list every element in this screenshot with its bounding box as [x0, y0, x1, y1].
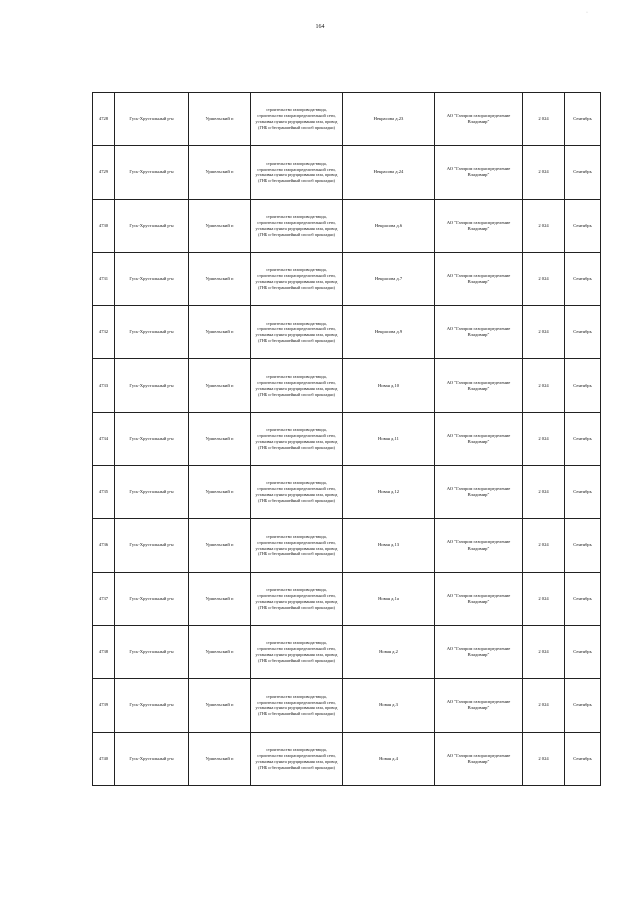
month-cell: Сентябрь — [565, 519, 601, 572]
organization-cell: АО "Газпром газораспределение Владимир" — [435, 146, 523, 199]
work-description-cell: строительство газопровода-ввода, строительство газораспределительной сети, установка пункта редуцирования газа, провод (ГНБ и бестраншейный способ прокладки) — [251, 412, 343, 465]
year-cell: 2 024 — [523, 519, 565, 572]
row-number-cell: 4732 — [93, 306, 115, 359]
district-cell: Гусь-Хрустальный р-н — [115, 359, 189, 412]
row-number-cell: 4740 — [93, 732, 115, 785]
settlement-cell: Уршельский п — [189, 679, 251, 732]
year-cell: 2 024 — [523, 359, 565, 412]
row-number-cell: 4737 — [93, 572, 115, 625]
settlement-cell: Уршельский п — [189, 199, 251, 252]
settlement-cell: Уршельский п — [189, 572, 251, 625]
address-cell: Некрасова д.7 — [343, 252, 435, 305]
row-number-cell: 4728 — [93, 93, 115, 146]
work-description-cell: строительство газопровода-ввода, строительство газораспределительной сети, установка пункта редуцирования газа, провод (ГНБ и бестраншейный способ прокладки) — [251, 466, 343, 519]
row-number-cell: 4729 — [93, 146, 115, 199]
address-cell: Некрасова д.23 — [343, 93, 435, 146]
address-cell: Новая д.1а — [343, 572, 435, 625]
table-body — [93, 93, 601, 786]
district-cell: Гусь-Хрустальный р-н — [115, 146, 189, 199]
work-description-cell: строительство газопровода-ввода, строительство газораспределительной сети, установка пункта редуцирования газа, провод (ГНБ и бестраншейный способ прокладки) — [251, 306, 343, 359]
work-description-cell: строительство газопровода-ввода, строительство газораспределительной сети, установка пункта редуцирования газа, провод (ГНБ и бестраншейный способ прокладки) — [251, 625, 343, 678]
settlement-cell: Уршельский п — [189, 146, 251, 199]
year-cell: 2 024 — [523, 732, 565, 785]
row-number-cell: 4735 — [93, 466, 115, 519]
district-cell: Гусь-Хрустальный р-н — [115, 93, 189, 146]
organization-cell: АО "Газпром газораспределение Владимир" — [435, 252, 523, 305]
district-cell: Гусь-Хрустальный р-н — [115, 625, 189, 678]
year-cell: 2 024 — [523, 625, 565, 678]
year-cell: 2 024 — [523, 199, 565, 252]
year-cell: 2 024 — [523, 146, 565, 199]
row-number-cell: 4736 — [93, 519, 115, 572]
table-row — [93, 466, 601, 519]
organization-cell: АО "Газпром газораспределение Владимир" — [435, 306, 523, 359]
address-cell: Новая д.4 — [343, 732, 435, 785]
table-row — [93, 732, 601, 785]
month-cell: Сентябрь — [565, 93, 601, 146]
month-cell: Сентябрь — [565, 466, 601, 519]
organization-cell: АО "Газпром газораспределение Владимир" — [435, 412, 523, 465]
settlement-cell: Уршельский п — [189, 466, 251, 519]
settlement-cell: Уршельский п — [189, 252, 251, 305]
page-number: 164 — [315, 24, 325, 30]
organization-cell: АО "Газпром газораспределение Владимир" — [435, 359, 523, 412]
work-description-cell: строительство газопровода-ввода, строительство газораспределительной сети, установка пункта редуцирования газа, провод (ГНБ и бестраншейный способ прокладки) — [251, 732, 343, 785]
address-cell: Новая д.2 — [343, 625, 435, 678]
organization-cell: АО "Газпром газораспределение Владимир" — [435, 519, 523, 572]
month-cell: Сентябрь — [565, 732, 601, 785]
row-number-cell: 4739 — [93, 679, 115, 732]
work-description-cell: строительство газопровода-ввода, строительство газораспределительной сети, установка пункта редуцирования газа, провод (ГНБ и бестраншейный способ прокладки) — [251, 359, 343, 412]
organization-cell: АО "Газпром газораспределение Владимир" — [435, 572, 523, 625]
settlement-cell: Уршельский п — [189, 519, 251, 572]
organization-cell: АО "Газпром газораспределение Владимир" — [435, 732, 523, 785]
address-cell: Новая д.11 — [343, 412, 435, 465]
district-cell: Гусь-Хрустальный р-н — [115, 252, 189, 305]
year-cell: 2 024 — [523, 412, 565, 465]
settlement-cell: Уршельский п — [189, 625, 251, 678]
year-cell: 2 024 — [523, 93, 565, 146]
row-number-cell: 4730 — [93, 199, 115, 252]
month-cell: Сентябрь — [565, 572, 601, 625]
district-cell: Гусь-Хрустальный р-н — [115, 519, 189, 572]
work-description-cell: строительство газопровода-ввода, строительство газораспределительной сети, установка пункта редуцирования газа, провод (ГНБ и бестраншейный способ прокладки) — [251, 519, 343, 572]
settlement-cell: Уршельский п — [189, 306, 251, 359]
month-cell: Сентябрь — [565, 679, 601, 732]
table-row — [93, 306, 601, 359]
year-cell: 2 024 — [523, 252, 565, 305]
table-row — [93, 412, 601, 465]
work-description-cell: строительство газопровода-ввода, строительство газораспределительной сети, установка пункта редуцирования газа, провод (ГНБ и бестраншейный способ прокладки) — [251, 252, 343, 305]
organization-cell: АО "Газпром газораспределение Владимир" — [435, 199, 523, 252]
district-cell: Гусь-Хрустальный р-н — [115, 732, 189, 785]
table-row — [93, 625, 601, 678]
address-cell: Новая д.10 — [343, 359, 435, 412]
settlement-cell: Уршельский п — [189, 359, 251, 412]
district-cell: Гусь-Хрустальный р-н — [115, 412, 189, 465]
month-cell: Сентябрь — [565, 625, 601, 678]
table-row — [93, 572, 601, 625]
row-number-cell: 4738 — [93, 625, 115, 678]
address-cell: Некрасова д.6 — [343, 199, 435, 252]
settlement-cell: Уршельский п — [189, 93, 251, 146]
work-description-cell: строительство газопровода-ввода, строительство газораспределительной сети, установка пункта редуцирования газа, провод (ГНБ и бестраншейный способ прокладки) — [251, 679, 343, 732]
work-description-cell: строительство газопровода-ввода, строительство газораспределительной сети, установка пункта редуцирования газа, провод (ГНБ и бестраншейный способ прокладки) — [251, 199, 343, 252]
year-cell: 2 024 — [523, 679, 565, 732]
address-cell: Новая д.3 — [343, 679, 435, 732]
row-number-cell: 4731 — [93, 252, 115, 305]
address-cell: Некрасова д.24 — [343, 146, 435, 199]
organization-cell: АО "Газпром газораспределение Владимир" — [435, 625, 523, 678]
table-row — [93, 146, 601, 199]
settlement-cell: Уршельский п — [189, 732, 251, 785]
work-description-cell: строительство газопровода-ввода, строительство газораспределительной сети, установка пункта редуцирования газа, провод (ГНБ и бестраншейный способ прокладки) — [251, 146, 343, 199]
table-row — [93, 679, 601, 732]
district-cell: Гусь-Хрустальный р-н — [115, 306, 189, 359]
year-cell: 2 024 — [523, 306, 565, 359]
row-number-cell: 4734 — [93, 412, 115, 465]
month-cell: Сентябрь — [565, 146, 601, 199]
table-row — [93, 519, 601, 572]
address-cell: Новая д.13 — [343, 519, 435, 572]
work-description-cell: строительство газопровода-ввода, строительство газораспределительной сети, установка пункта редуцирования газа, провод (ГНБ и бестраншейный способ прокладки) — [251, 93, 343, 146]
address-cell: Новая д.12 — [343, 466, 435, 519]
table-row — [93, 93, 601, 146]
month-cell: Сентябрь — [565, 359, 601, 412]
month-cell: Сентябрь — [565, 199, 601, 252]
table-row — [93, 359, 601, 412]
organization-cell: АО "Газпром газораспределение Владимир" — [435, 466, 523, 519]
organization-cell: АО "Газпром газораспределение Владимир" — [435, 93, 523, 146]
year-cell: 2 024 — [523, 466, 565, 519]
district-cell: Гусь-Хрустальный р-н — [115, 572, 189, 625]
address-cell: Некрасова д.9 — [343, 306, 435, 359]
month-cell: Сентябрь — [565, 306, 601, 359]
table-row — [93, 252, 601, 305]
gasification-table — [92, 92, 600, 786]
year-cell: 2 024 — [523, 572, 565, 625]
organization-cell: АО "Газпром газораспределение Владимир" — [435, 679, 523, 732]
corner-mark: · — [586, 10, 588, 16]
month-cell: Сентябрь — [565, 252, 601, 305]
district-cell: Гусь-Хрустальный р-н — [115, 466, 189, 519]
table-row — [93, 199, 601, 252]
district-cell: Гусь-Хрустальный р-н — [115, 679, 189, 732]
month-cell: Сентябрь — [565, 412, 601, 465]
row-number-cell: 4733 — [93, 359, 115, 412]
settlement-cell: Уршельский п — [189, 412, 251, 465]
district-cell: Гусь-Хрустальный р-н — [115, 199, 189, 252]
work-description-cell: строительство газопровода-ввода, строительство газораспределительной сети, установка пункта редуцирования газа, провод (ГНБ и бестраншейный способ прокладки) — [251, 572, 343, 625]
